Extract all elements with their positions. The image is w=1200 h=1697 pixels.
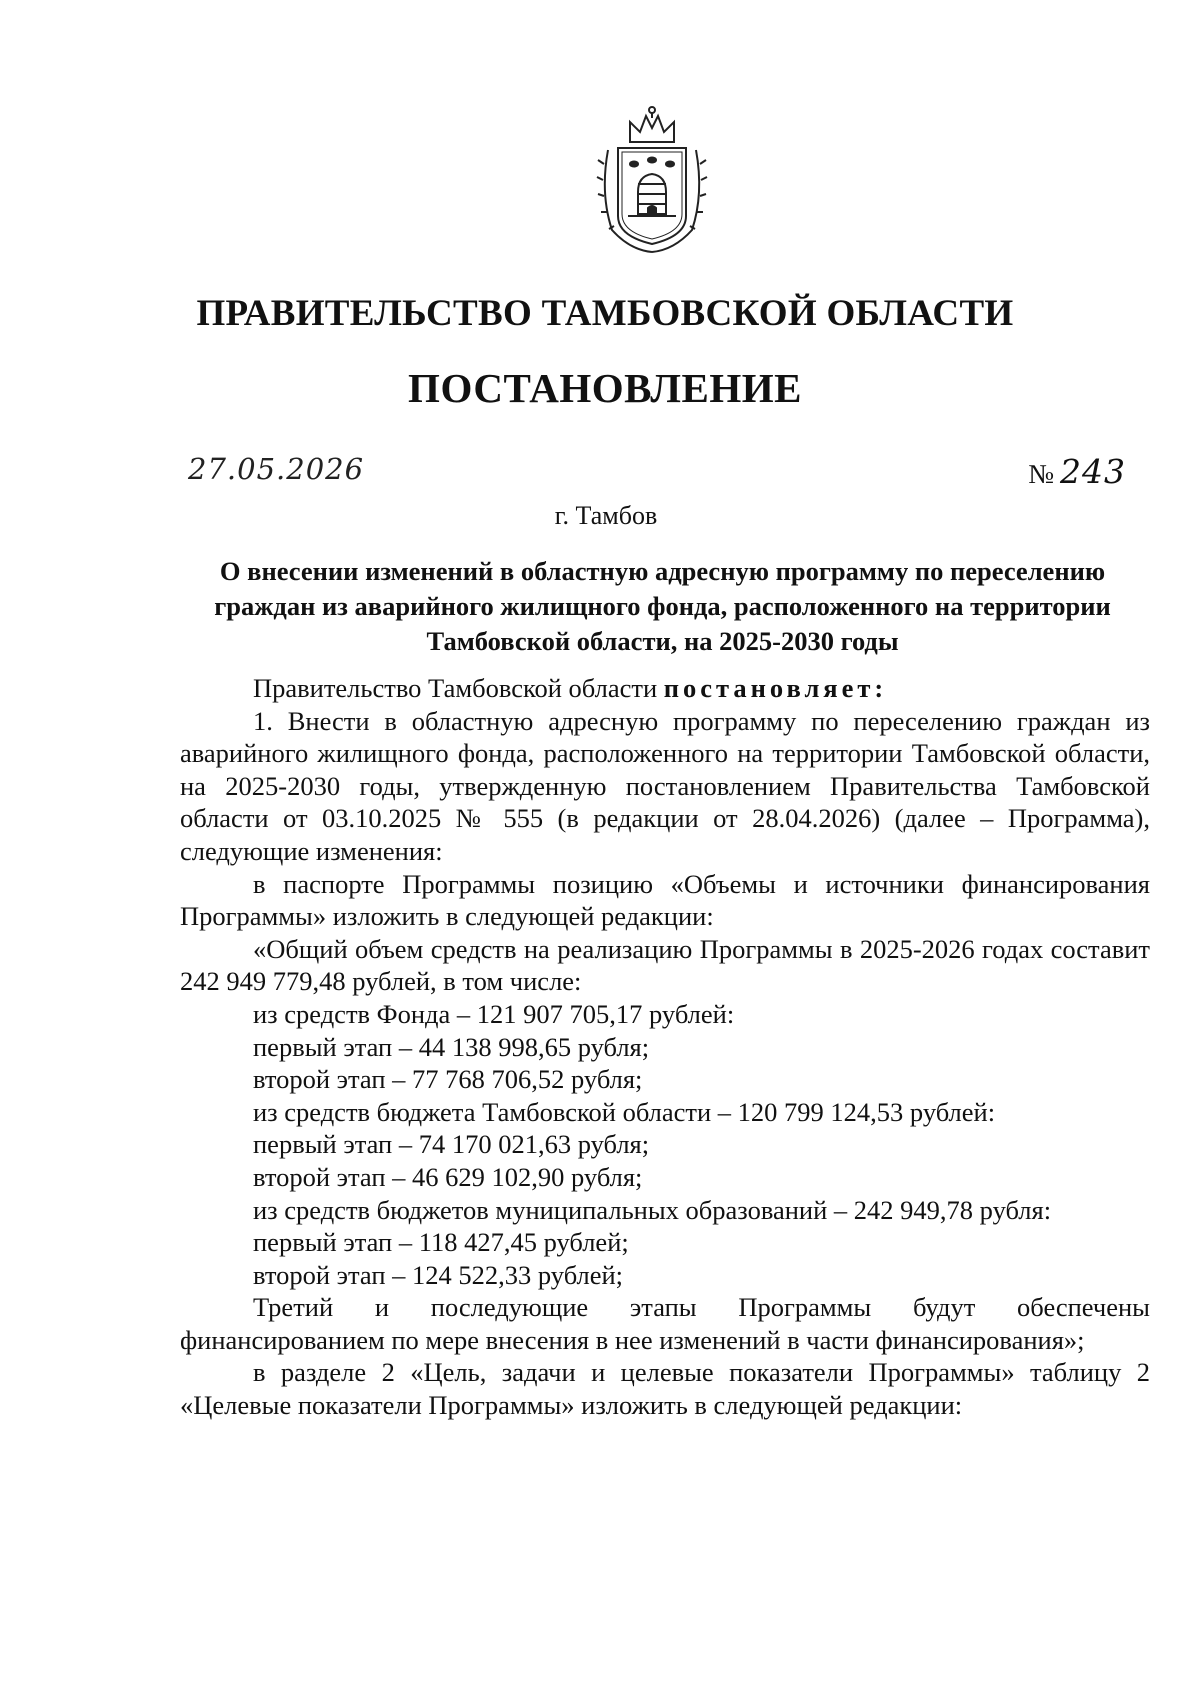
subject-line: О внесении изменений в областную адресную программу по переселению [219, 556, 1106, 586]
intro-paragraph [180, 672, 1150, 705]
subject-line: граждан из аварийного жилищного фонда, расположенного на территории [214, 591, 1111, 621]
funding-line: первый этап – 118 427,45 рублей; [253, 1227, 629, 1258]
funding-line: первый этап – 44 138 998,65 рубля; [253, 1031, 650, 1062]
funding-line: второй этап – 77 768 706,52 рубля; [253, 1064, 643, 1095]
funding-line: второй этап – 46 629 102,90 рубля; [253, 1161, 643, 1192]
city-line: г. Тамбов [554, 501, 658, 530]
paragraph: Третий и последующие этапы Программы будут обеспечены финансированием по мере внесения в нее изменений в части финансирования»; [180, 1292, 1150, 1355]
funding-line: из средств Фонда – 121 907 705,17 рублей: [253, 998, 735, 1029]
paragraph: 1. Внести в областную адресную программу по переселению граждан из аварийного жилищного фонда, расположенного на территории Тамбовской области, на 2025-2030 годы, утвержденную постановлением Правительства Тамбовской области от 03.10.2025 № 555 (в редакции от 28.04.2026) (далее – Программа), следующие изменения: [180, 705, 1150, 866]
funding-line: второй этап – 124 522,33 рублей; [253, 1259, 624, 1290]
document-body [180, 672, 1150, 1422]
number-label: № [1028, 459, 1054, 489]
document-subject [180, 554, 1145, 659]
subject-line: Тамбовской области, на 2025-2030 годы [426, 626, 899, 656]
handwritten-number: 243 [1060, 452, 1126, 491]
issuing-authority: ПРАВИТЕЛЬСТВО ТАМБОВСКОЙ ОБЛАСТИ [196, 293, 1014, 334]
paragraph: в паспорте Программы позицию «Объемы и источники финансирования Программы» изложить в следующей редакции: [180, 868, 1150, 932]
document-type: ПОСТАНОВЛЕНИЕ [408, 365, 802, 411]
coat-of-arms-emblem [594, 104, 710, 256]
intro-verb: постановляет: [663, 673, 888, 703]
paragraph: «Общий объем средств на реализацию Программы в 2025-2026 годах составит 242 949 779,48 рублей, в том числе: [180, 933, 1150, 997]
funding-line: из средств бюджета Тамбовской области – 120 799 124,53 рублей: [253, 1096, 996, 1127]
handwritten-date: 27.05.2026 [188, 452, 365, 486]
intro-prefix: Правительство Тамбовской области [253, 673, 664, 703]
document-number [1028, 452, 1126, 491]
funding-line: из средств бюджетов муниципальных образований – 242 949,78 рубля: [253, 1194, 1052, 1225]
paragraph: в разделе 2 «Цель, задачи и целевые показатели Программы» таблицу 2 «Целевые показатели Программы» изложить в следующей редакции: [180, 1357, 1150, 1421]
funding-line: первый этап – 74 170 021,63 рубля; [253, 1129, 650, 1160]
